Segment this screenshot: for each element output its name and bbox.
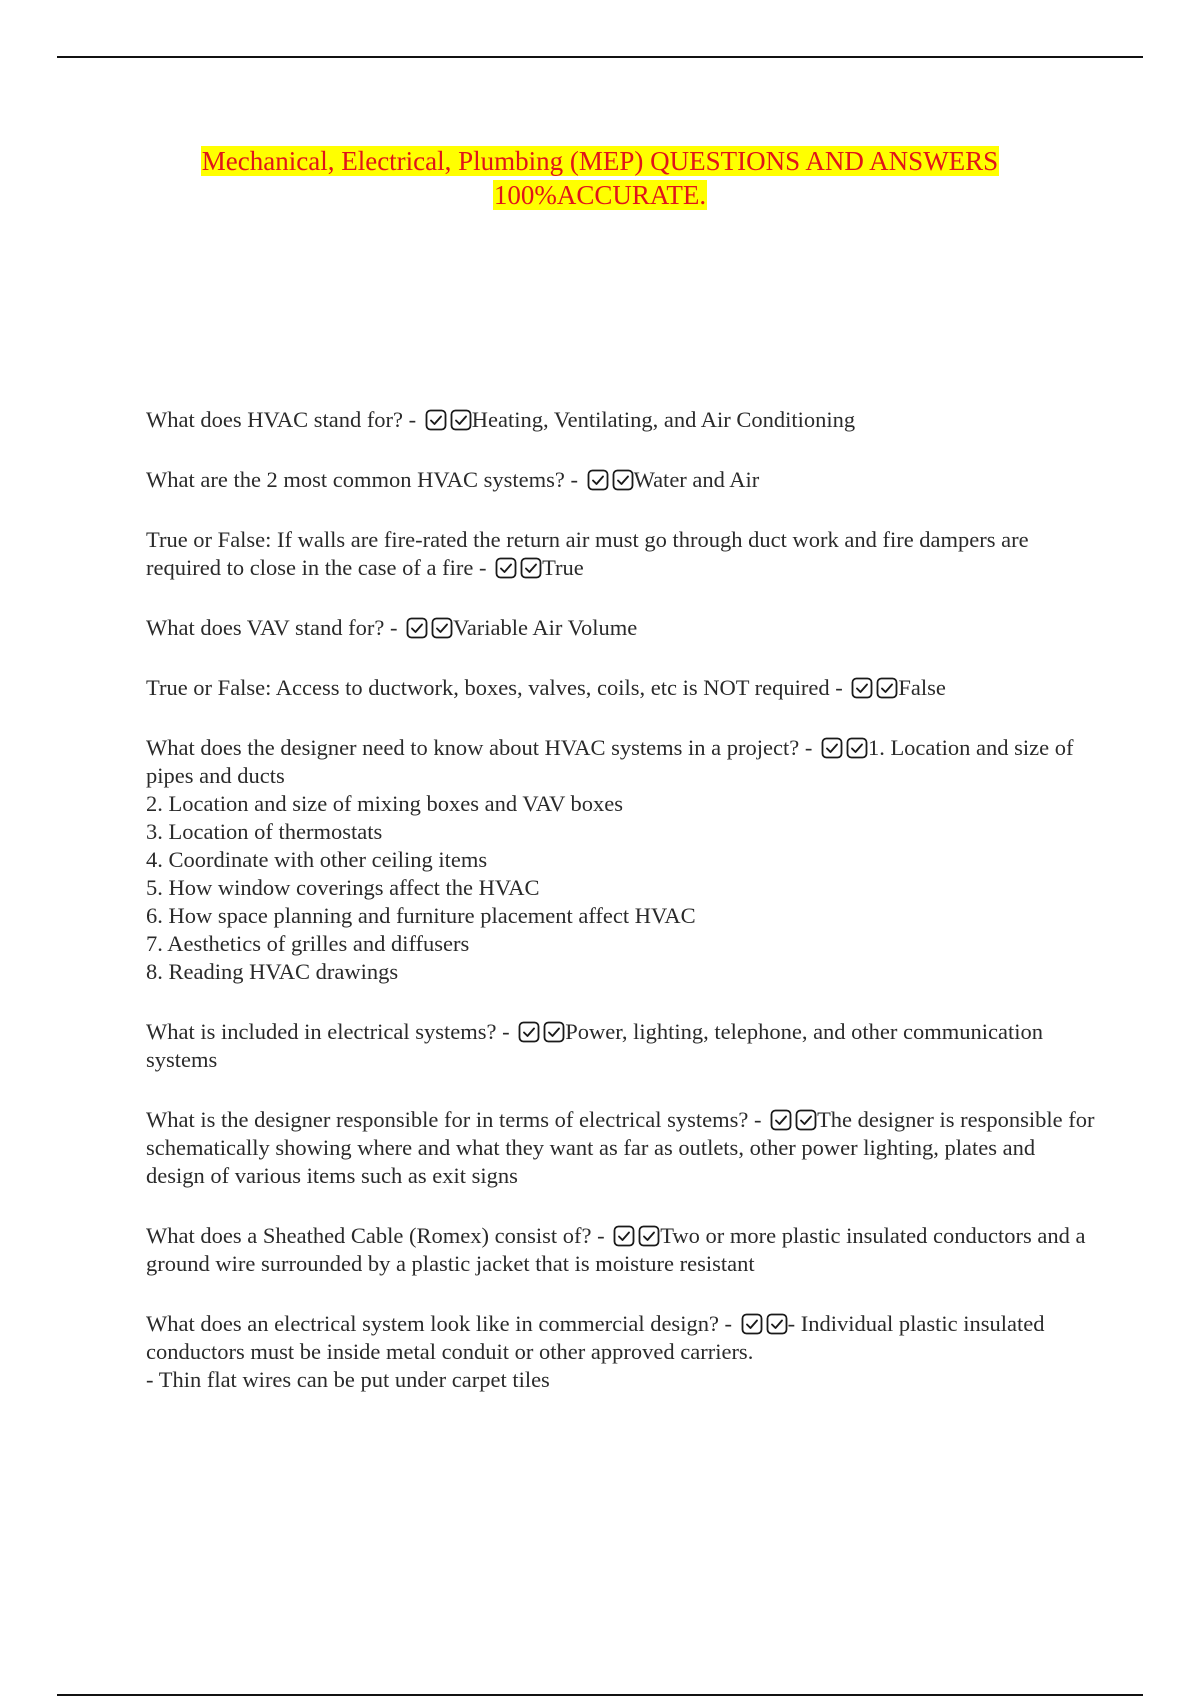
checked-box-icon bbox=[613, 1225, 635, 1247]
qa-item bbox=[146, 614, 1096, 642]
qa-item bbox=[146, 526, 1096, 582]
qa-text bbox=[146, 1310, 1096, 1366]
answer-list bbox=[146, 790, 1096, 986]
qa-item bbox=[146, 674, 1096, 702]
checked-box-icon bbox=[846, 737, 868, 759]
answer-text: - Individual plastic insulated conductors must be inside metal conduit or other approved carriers. bbox=[146, 1311, 1045, 1364]
answer-text: Heating, Ventilating, and Air Conditioning bbox=[471, 407, 856, 432]
top-rule bbox=[57, 56, 1143, 58]
question-text: What does VAV stand for? - bbox=[146, 615, 398, 640]
question-text: What is included in electrical systems? - bbox=[146, 1019, 510, 1044]
qa-item bbox=[146, 1018, 1096, 1074]
checked-box-icon bbox=[851, 677, 873, 699]
answer-text: False bbox=[898, 675, 946, 700]
qa-item bbox=[146, 1222, 1096, 1278]
question-text: What is the designer responsible for in terms of electrical systems? - bbox=[146, 1107, 762, 1132]
question-text: What does HVAC stand for? - bbox=[146, 407, 417, 432]
checked-box-icon bbox=[638, 1225, 660, 1247]
checked-box-icon bbox=[766, 1313, 788, 1335]
checked-box-icon bbox=[450, 409, 472, 431]
qa-item bbox=[146, 1106, 1096, 1190]
checked-box-icon bbox=[520, 557, 542, 579]
answer-text: 1. Location and size of pipes and ducts bbox=[146, 735, 1074, 788]
bottom-rule bbox=[57, 1694, 1143, 1696]
qa-item bbox=[146, 734, 1096, 986]
answer-list-item: 7. Aesthetics of grilles and diffusers bbox=[146, 931, 470, 956]
checked-box-icon bbox=[518, 1021, 540, 1043]
checked-box-icon bbox=[741, 1313, 763, 1335]
checked-box-icon bbox=[406, 617, 428, 639]
qa-text bbox=[146, 614, 1096, 642]
qa-text bbox=[146, 1222, 1096, 1278]
qa-item bbox=[146, 466, 1096, 494]
question-text: What does an electrical system look like in commercial design? - bbox=[146, 1311, 733, 1336]
title-line-2: 100%ACCURATE. bbox=[493, 180, 707, 210]
qa-text bbox=[146, 734, 1096, 790]
qa-text bbox=[146, 674, 1096, 702]
answer-text: Water and Air bbox=[633, 467, 760, 492]
answer-text: Variable Air Volume bbox=[453, 615, 638, 640]
answer-list-item: 2. Location and size of mixing boxes and VAV boxes bbox=[146, 791, 624, 816]
qa-text bbox=[146, 406, 1096, 434]
qa-item bbox=[146, 406, 1096, 434]
qa-text bbox=[146, 526, 1096, 582]
checked-box-icon bbox=[587, 469, 609, 491]
answer-text: True bbox=[542, 555, 584, 580]
qa-text bbox=[146, 466, 1096, 494]
checked-box-icon bbox=[425, 409, 447, 431]
question-text: True or False: Access to ductwork, boxes, valves, coils, etc is NOT required - bbox=[146, 675, 843, 700]
checked-box-icon bbox=[821, 737, 843, 759]
question-text: What does a Sheathed Cable (Romex) consist of? - bbox=[146, 1223, 605, 1248]
answer-text: The designer is responsible for schematically showing where and what they want as far as outlets, other power lighting, plates and design of various items such as exit signs bbox=[146, 1107, 1095, 1188]
checked-box-icon bbox=[876, 677, 898, 699]
answer-list-item: 4. Coordinate with other ceiling items bbox=[146, 847, 488, 872]
answer-list-item: 5. How window coverings affect the HVAC bbox=[146, 875, 540, 900]
question-text: What does the designer need to know about HVAC systems in a project? - bbox=[146, 735, 813, 760]
checked-box-icon bbox=[495, 557, 517, 579]
question-text: True or False: If walls are fire-rated the return air must go through duct work and fire dampers are required to close in the case of a fire - bbox=[146, 527, 1029, 580]
qa-text bbox=[146, 1018, 1096, 1074]
answer-list bbox=[146, 1366, 1096, 1394]
title-line-1: Mechanical, Electrical, Plumbing (MEP) QUESTIONS AND ANSWERS bbox=[201, 146, 999, 176]
page-title bbox=[0, 144, 1200, 212]
question-text: What are the 2 most common HVAC systems? - bbox=[146, 467, 579, 492]
qa-list bbox=[146, 406, 1096, 1426]
checked-box-icon bbox=[431, 617, 453, 639]
answer-list-item: 3. Location of thermostats bbox=[146, 819, 383, 844]
checked-box-icon bbox=[770, 1109, 792, 1131]
answer-list-item: 8. Reading HVAC drawings bbox=[146, 959, 399, 984]
answer-list-item: - Thin flat wires can be put under carpet tiles bbox=[146, 1367, 550, 1392]
checked-box-icon bbox=[795, 1109, 817, 1131]
answer-text: Power, lighting, telephone, and other communication systems bbox=[146, 1019, 1044, 1072]
qa-text bbox=[146, 1106, 1096, 1190]
answer-text: Two or more plastic insulated conductors and a ground wire surrounded by a plastic jacket that is moisture resistant bbox=[146, 1223, 1086, 1276]
qa-item bbox=[146, 1310, 1096, 1394]
answer-list-item: 6. How space planning and furniture placement affect HVAC bbox=[146, 903, 696, 928]
checked-box-icon bbox=[612, 469, 634, 491]
checked-box-icon bbox=[543, 1021, 565, 1043]
